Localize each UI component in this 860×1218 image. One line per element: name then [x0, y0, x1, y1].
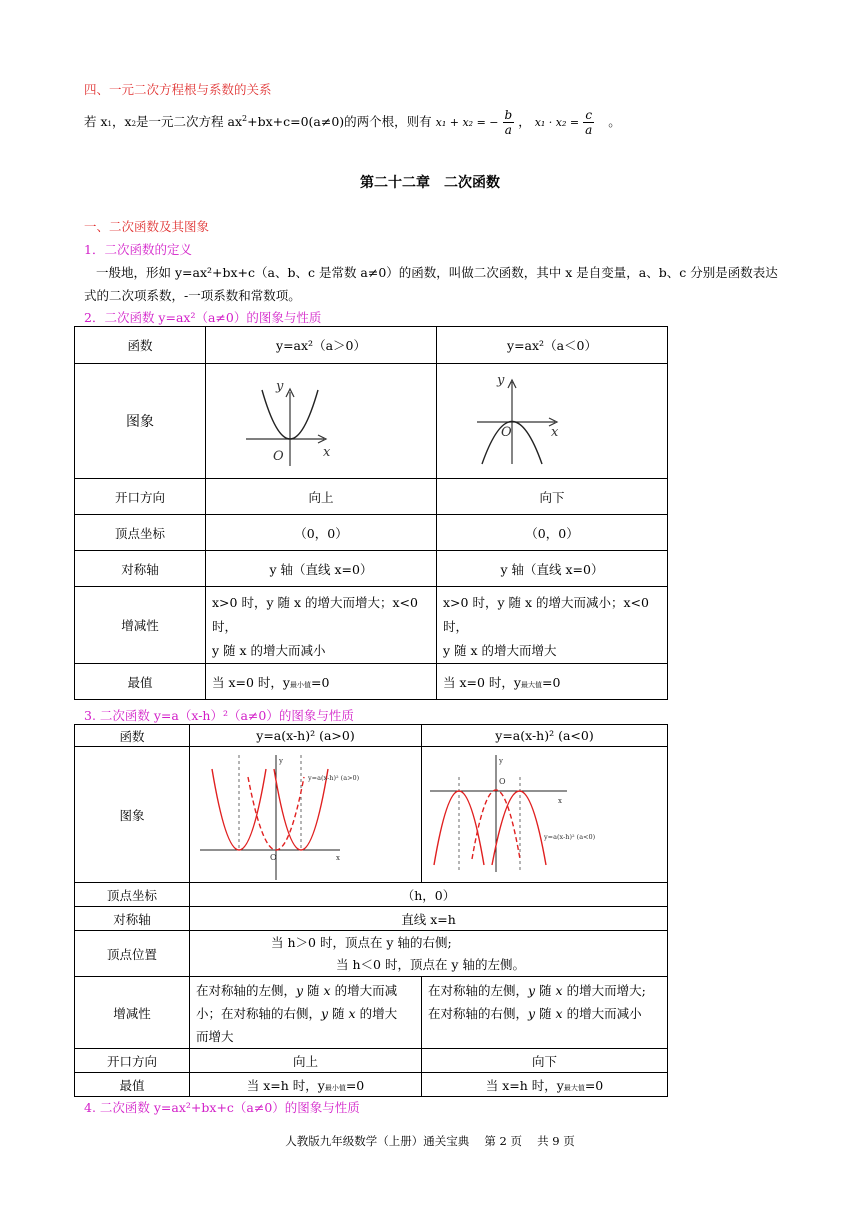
t1-extreme-neg: 当 x=0 时，y最大值=0 [437, 664, 668, 700]
t1-graph-neg [437, 364, 668, 479]
axis-x-label: x [551, 425, 559, 440]
t2-vertex-position: 当 h＞0 时，顶点在 y 轴的右侧; 当 h＜0 时，顶点在 y 轴的左侧。 [190, 931, 668, 977]
product-formula: x₁ · x₂ = [534, 116, 580, 129]
definition-line-2: 式的二次项系数，-一项系数和常数项。 [84, 288, 301, 303]
t2-extreme-pos: 当 x=h 时，y最小值=0 [190, 1073, 422, 1097]
t1-open-neg: 向下 [437, 479, 668, 515]
subsection-1-2-title: 2．二次函数 y=ax²（a≠0）的图象与性质 [84, 310, 322, 325]
t2-row-vertex-position: 顶点位置 [75, 931, 190, 977]
t2-header-pos: y=a(x-h)² (a>0) [190, 725, 422, 747]
graph-downward-parabola [437, 364, 667, 478]
origin-label: O [501, 425, 512, 440]
graph-neg-caption: y=a(x-h)² (a<0) [544, 833, 596, 841]
graph-upward-parabola [206, 364, 436, 478]
t1-axis-pos: y 轴（直线 x=0） [206, 551, 437, 587]
table-y-a-x-minus-h-squared [74, 724, 668, 1097]
chapter-title: 第二十二章 二次函数 [360, 175, 500, 191]
t2-mono-neg: 在对称轴的左侧，y 随 x 的增大而增大; 在对称轴的右侧，y 随 x 的增大而减小 [422, 977, 668, 1049]
axis-y-label: y [276, 379, 284, 394]
graph-shifted-upward-parabolas [190, 747, 420, 882]
origin-label: O [270, 853, 277, 862]
t2-extreme-neg: 当 x=h 时，y最大值=0 [422, 1073, 668, 1097]
t2-axis: 直线 x=h [190, 907, 668, 931]
axis-x-label: x [558, 797, 562, 805]
t1-graph-pos [206, 364, 437, 479]
origin-label: O [273, 449, 284, 464]
axis-x-label: x [336, 854, 340, 862]
t2-mono-pos: 在对称轴的左侧，y 随 x 的增大而减 小；在对称轴的右侧，y 随 x 的增大 而增大 [190, 977, 422, 1049]
t2-row-extreme: 最值 [75, 1073, 190, 1097]
graph-shifted-downward-parabolas [422, 747, 667, 882]
axis-y-label: y [497, 373, 505, 388]
t2-open-pos: 向上 [190, 1049, 422, 1073]
graph-pos-caption: y=a(x-h)² (a>0) [308, 774, 360, 782]
t1-open-pos: 向上 [206, 479, 437, 515]
subsection-1-1-title: 1．二次函数的定义 [84, 242, 192, 257]
origin-label: O [499, 777, 506, 786]
t1-mono-pos: x>0 时，y 随 x 的增大而增大；x<0 时， y 随 x 的增大而减小 [206, 587, 437, 664]
t2-row-monotonicity: 增减性 [75, 977, 190, 1049]
t1-mono-neg: x>0 时，y 随 x 的增大而减小；x<0 时， y 随 x 的增大而增大 [437, 587, 668, 664]
t2-header-function: 函数 [75, 725, 190, 747]
fraction-c-over-a: $\frac{c}{a}$ [585, 108, 593, 137]
t1-row-monotonicity: 增减性 [75, 587, 206, 664]
t2-graph-neg [422, 747, 668, 883]
t1-header-neg: y=ax²（a＜0） [437, 327, 668, 364]
t1-header-pos: y=ax²（a＞0） [206, 327, 437, 364]
t1-row-vertex: 顶点坐标 [75, 515, 206, 551]
t2-header-neg: y=a(x-h)² (a<0) [422, 725, 668, 747]
page-footer: 人教版九年级数学（上册）通关宝典 第 2 页 共 9 页 [285, 1134, 575, 1148]
t1-vertex-pos: （0，0） [206, 515, 437, 551]
t1-axis-neg: y 轴（直线 x=0） [437, 551, 668, 587]
t2-row-axis: 对称轴 [75, 907, 190, 931]
axis-x-label: x [323, 445, 331, 460]
sum-formula: x₁ + x₂ = − [435, 116, 499, 129]
definition-line-1: 一般地，形如 y=ax²+bx+c（a、b、c 是常数 a≠0）的函数，叫做二次函数，其中 x 是自变量，a、b、c 分别是函数表达 [96, 265, 778, 280]
vieta-statement: 若 x1，x2是一元二次方程 $ax^2+bx+c=0(a\ne 0)$的两个根，则有 x₁ + x₂ = − $\frac{b}{a}$ ， x₁ · x₂ = $\frac{c}{a}$ 。 [84, 108, 621, 137]
t1-extreme-pos: 当 x=0 时，y最小值=0 [206, 664, 437, 700]
t2-open-neg: 向下 [422, 1049, 668, 1073]
axis-y-label: y [499, 757, 503, 765]
t1-row-open: 开口方向 [75, 479, 206, 515]
fraction-b-over-a: $\frac{b}{a}$ [504, 108, 513, 137]
t1-row-axis: 对称轴 [75, 551, 206, 587]
t2-row-graph: 图象 [75, 747, 190, 883]
t2-row-vertex: 顶点坐标 [75, 883, 190, 907]
axis-y-label: y [279, 757, 283, 765]
table-y-ax2 [74, 326, 668, 700]
t1-vertex-neg: （0，0） [437, 515, 668, 551]
t2-vertex: （h，0） [190, 883, 668, 907]
t2-graph-pos [190, 747, 422, 883]
subsection-1-3-title: 3. 二次函数 y=a（x-h）²（a≠0）的图象与性质 [84, 708, 354, 723]
subsection-1-4-title: 4. 二次函数 y=ax²+bx+c（a≠0）的图象与性质 [84, 1100, 360, 1115]
t1-row-extreme: 最值 [75, 664, 206, 700]
t2-row-open: 开口方向 [75, 1049, 190, 1073]
section-4-title: 四、一元二次方程根与系数的关系 [84, 82, 272, 97]
t1-header-function: 函数 [75, 327, 206, 364]
section-1-title: 一、二次函数及其图象 [84, 219, 210, 234]
t1-row-graph: 图象 [75, 364, 206, 479]
